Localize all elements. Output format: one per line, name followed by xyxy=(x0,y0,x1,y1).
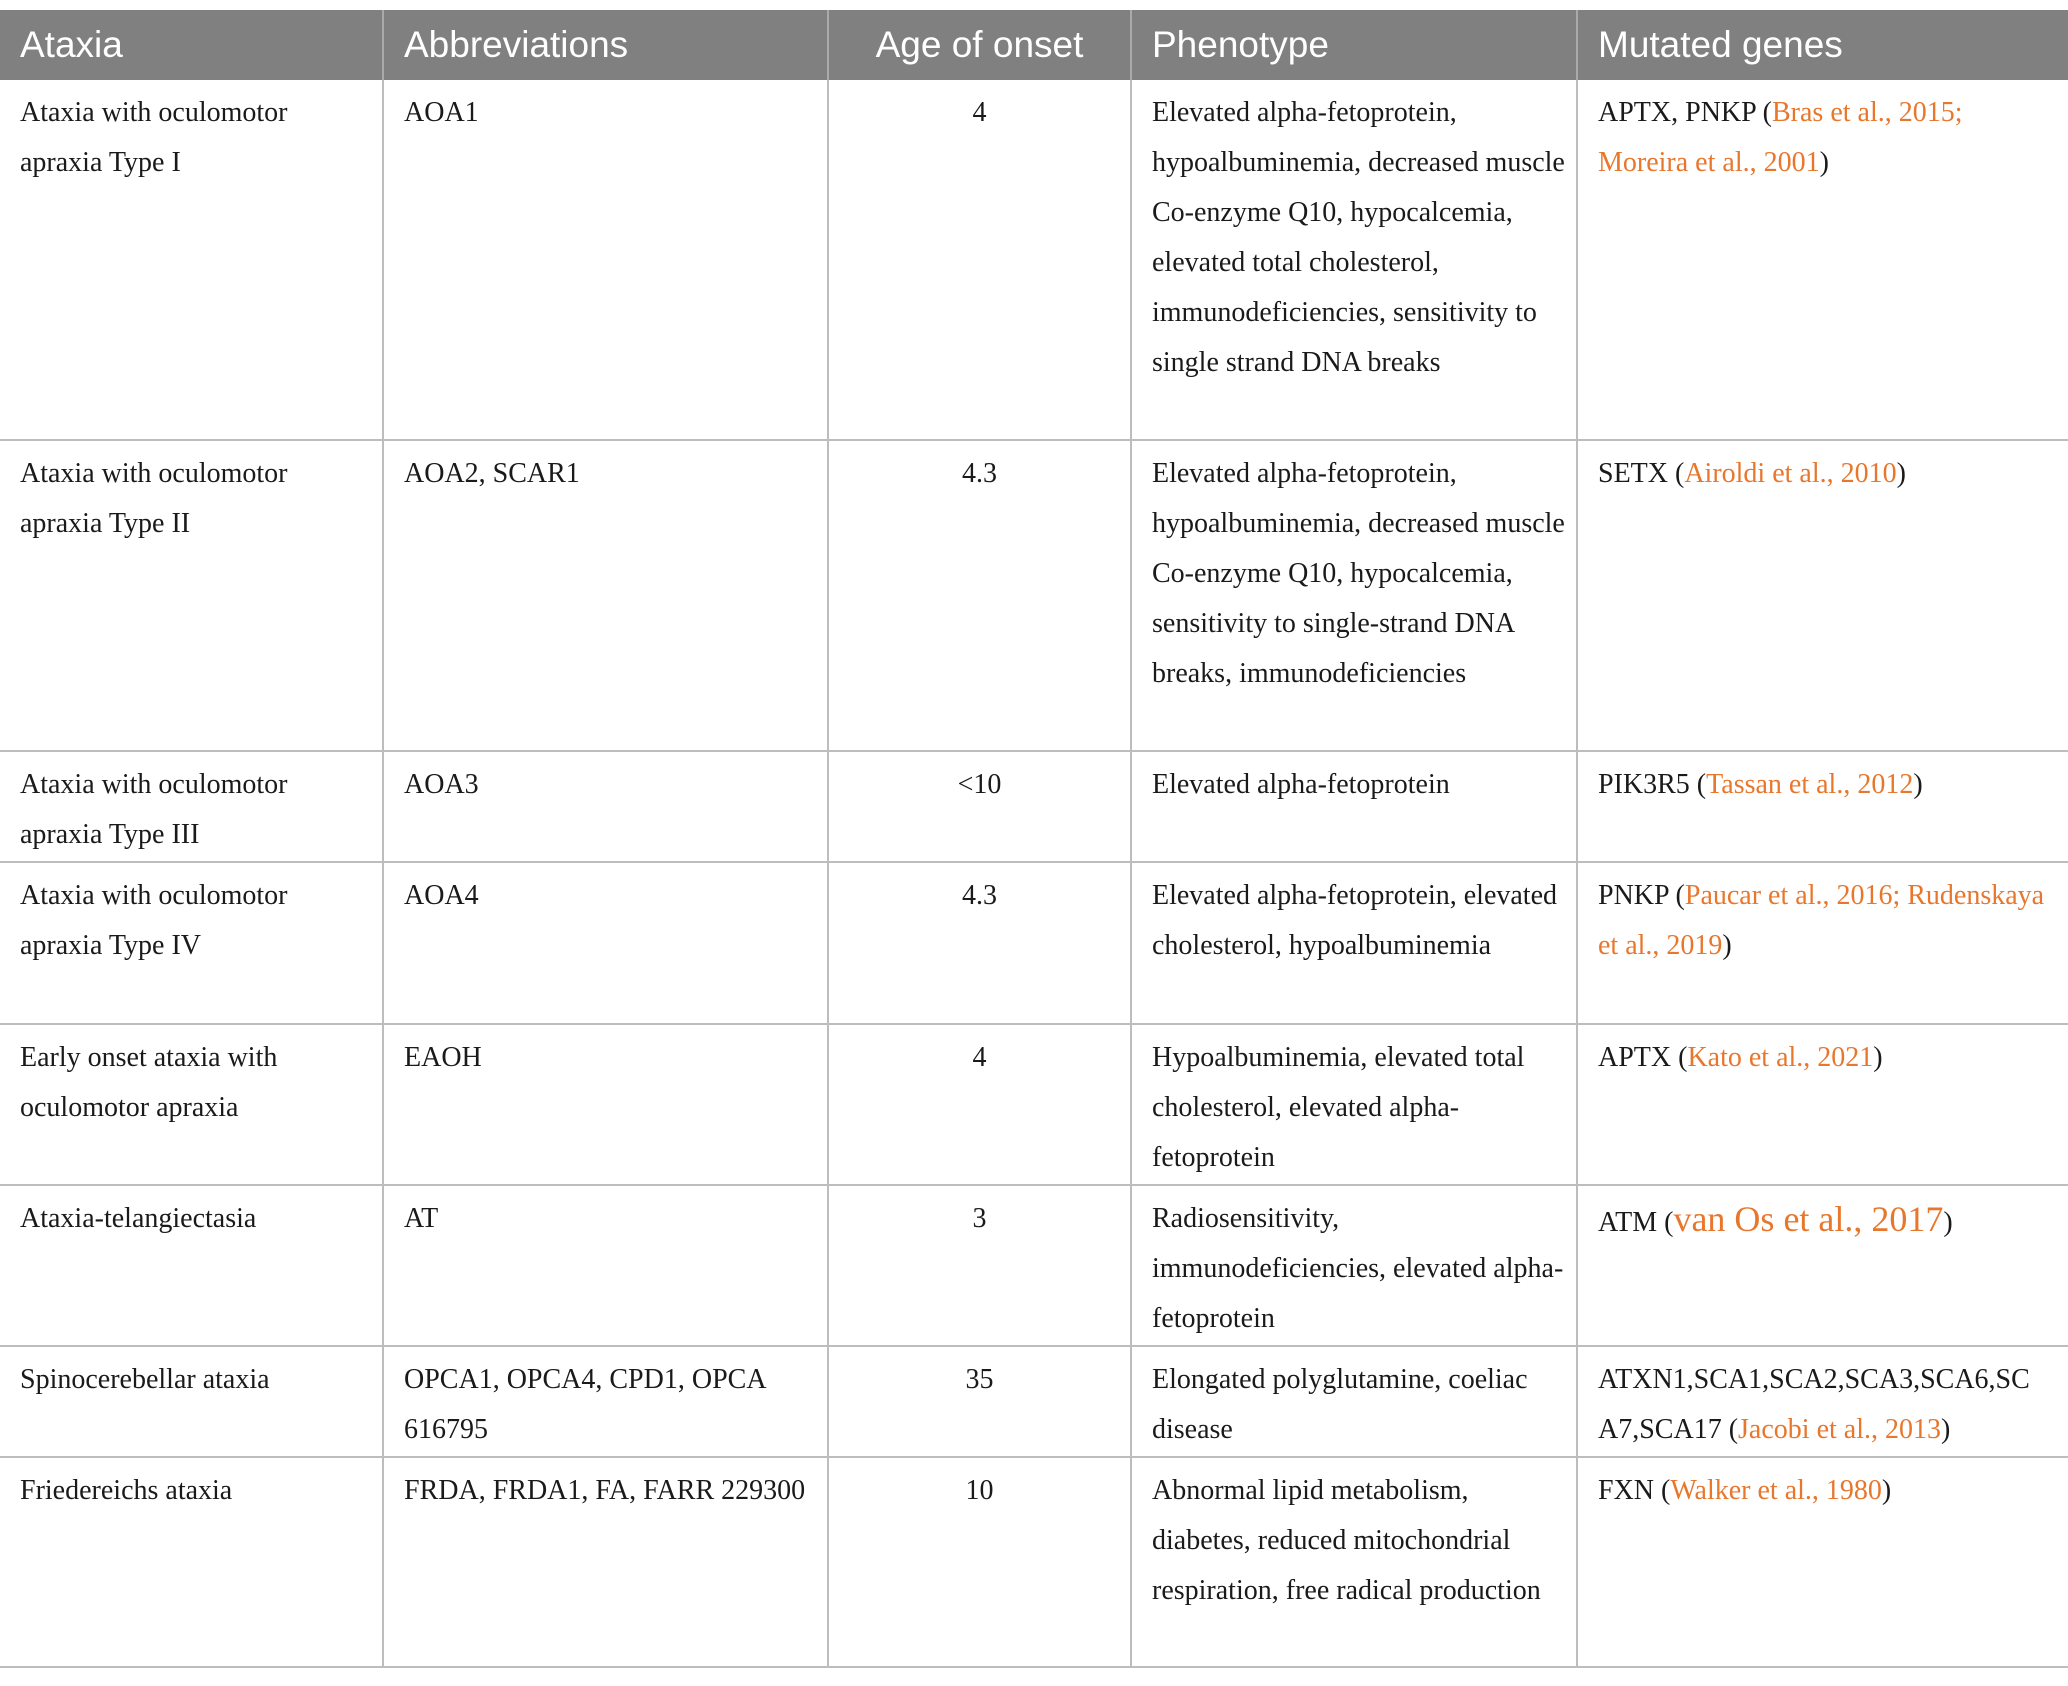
cell-abbreviations: AOA4 xyxy=(383,862,828,1024)
cell-age-of-onset: <10 xyxy=(828,751,1131,862)
cell-phenotype: Elevated alpha-fetoprotein, hypoalbuminemia, decreased muscle Co-enzyme Q10, hypocalcemia, sensitivity to single-strand DNA breaks, immunodeficiencies xyxy=(1131,440,1577,751)
cell-mutated-genes xyxy=(1577,440,2068,751)
cell-abbreviations: AOA3 xyxy=(383,751,828,862)
ref-close: ) xyxy=(1913,769,1923,800)
ref-close: ) xyxy=(1896,458,1906,489)
cell-phenotype: Elongated polyglutamine, coeliac disease xyxy=(1131,1346,1577,1457)
cell-mutated-genes xyxy=(1577,1457,2068,1667)
cell-mutated-genes xyxy=(1577,1346,2068,1457)
ref-open: ( xyxy=(1657,1207,1674,1238)
ref-close: ) xyxy=(1940,1414,1951,1445)
ref-open: ( xyxy=(1668,458,1685,489)
cell-abbreviations: AT xyxy=(383,1185,828,1346)
header-abbreviations: Abbreviations xyxy=(383,5,828,80)
cell-ataxia: Ataxia with oculomotor apraxia Type II xyxy=(0,440,383,751)
reference-link[interactable]: Airoldi et al., 2010 xyxy=(1684,458,1897,489)
cell-phenotype: Elevated alpha-fetoprotein, elevated cholesterol, hypoalbuminemia xyxy=(1131,862,1577,1024)
gene-names: FXN xyxy=(1598,1475,1655,1506)
cell-ataxia: Early onset ataxia with oculomotor apraxia xyxy=(0,1024,383,1185)
table-row xyxy=(0,862,2068,1024)
cell-age-of-onset: 10 xyxy=(828,1457,1131,1667)
reference-link[interactable]: Jacobi et al., 2013 xyxy=(1738,1414,1941,1445)
table-row xyxy=(0,751,2068,862)
table-row xyxy=(0,440,2068,751)
cell-abbreviations: EAOH xyxy=(383,1024,828,1185)
gene-names: PIK3R5 xyxy=(1598,769,1690,800)
gene-names: ATM xyxy=(1598,1207,1658,1238)
gene-names: ATXN1,SCA1,SCA2,SCA3,SCA6,SCA7,SCA17 xyxy=(1598,1364,2030,1445)
reference-link[interactable]: Tassan et al., 2012 xyxy=(1706,769,1914,800)
reference-link[interactable]: Bras et al., 2015; Moreira et al., 2001 xyxy=(1598,97,1963,178)
header-age-of-onset: Age of onset xyxy=(828,5,1131,80)
cell-mutated-genes xyxy=(1577,862,2068,1024)
ref-open: ( xyxy=(1668,880,1685,911)
ref-close: ) xyxy=(1881,1475,1892,1506)
table-row xyxy=(0,80,2068,440)
cell-ataxia: Friedereichs ataxia xyxy=(0,1457,383,1667)
cell-abbreviations: AOA2, SCAR1 xyxy=(383,440,828,751)
reference-link[interactable]: Walker et al., 1980 xyxy=(1670,1475,1882,1506)
cell-mutated-genes xyxy=(1577,1185,2068,1346)
cell-age-of-onset: 4 xyxy=(828,80,1131,440)
table-row xyxy=(0,1024,2068,1185)
reference-link[interactable]: Paucar et al., 2016; Rudenskaya et al., 2019 xyxy=(1598,880,2045,961)
gene-names: APTX, PNKP xyxy=(1598,97,1756,128)
cell-abbreviations: OPCA1, OPCA4, CPD1, OPCA 616795 xyxy=(383,1346,828,1457)
cell-phenotype: Radiosensitivity, immunodeficiencies, elevated alpha-fetoprotein xyxy=(1131,1185,1577,1346)
table-row xyxy=(0,1457,2068,1667)
ref-open: ( xyxy=(1689,769,1707,800)
cell-mutated-genes xyxy=(1577,751,2068,862)
cell-ataxia: Spinocerebellar ataxia xyxy=(0,1346,383,1457)
ref-open: ( xyxy=(1755,97,1772,128)
table-row xyxy=(0,1346,2068,1457)
cell-phenotype: Abnormal lipid metabolism, diabetes, reduced mitochondrial respiration, free radical production xyxy=(1131,1457,1577,1667)
cell-abbreviations: FRDA, FRDA1, FA, FARR 229300 xyxy=(383,1457,828,1667)
cell-ataxia: Ataxia with oculomotor apraxia Type III xyxy=(0,751,383,862)
cell-ataxia: Ataxia-telangiectasia xyxy=(0,1185,383,1346)
cell-phenotype: Elevated alpha-fetoprotein, hypoalbuminemia, decreased muscle Co-enzyme Q10, hypocalcemia, elevated total cholesterol, immunodeficiencies, sensitivity to single strand DNA breaks xyxy=(1131,80,1577,440)
cell-age-of-onset: 35 xyxy=(828,1346,1131,1457)
header-ataxia: Ataxia xyxy=(0,5,383,80)
gene-names: SETX xyxy=(1598,458,1668,489)
table-row xyxy=(0,1185,2068,1346)
reference-link[interactable]: van Os et al., 2017 xyxy=(1673,1199,1944,1239)
header-row xyxy=(0,5,2068,80)
cell-mutated-genes xyxy=(1577,1024,2068,1185)
gene-names: PNKP xyxy=(1598,880,1669,911)
cell-ataxia: Ataxia with oculomotor apraxia Type I xyxy=(0,80,383,440)
ref-close: ) xyxy=(1722,930,1732,961)
cell-phenotype: Elevated alpha-fetoprotein xyxy=(1131,751,1577,862)
cell-abbreviations: AOA1 xyxy=(383,80,828,440)
ref-open: ( xyxy=(1671,1042,1688,1073)
cell-age-of-onset: 4 xyxy=(828,1024,1131,1185)
header-mutated-genes: Mutated genes xyxy=(1577,5,2068,80)
header-phenotype: Phenotype xyxy=(1131,5,1577,80)
cell-phenotype: Hypoalbuminemia, elevated total cholesterol, elevated alpha-fetoprotein xyxy=(1131,1024,1577,1185)
cell-ataxia: Ataxia with oculomotor apraxia Type IV xyxy=(0,862,383,1024)
ref-open: ( xyxy=(1654,1475,1671,1506)
reference-link[interactable]: Kato et al., 2021 xyxy=(1687,1042,1874,1073)
ref-close: ) xyxy=(1943,1207,1953,1238)
cell-age-of-onset: 4.3 xyxy=(828,862,1131,1024)
cell-age-of-onset: 3 xyxy=(828,1185,1131,1346)
ref-open: ( xyxy=(1721,1414,1739,1445)
gene-names: APTX xyxy=(1598,1042,1672,1073)
cell-mutated-genes xyxy=(1577,80,2068,440)
ref-close: ) xyxy=(1873,1042,1883,1073)
ref-close: ) xyxy=(1819,147,1829,178)
cell-age-of-onset: 4.3 xyxy=(828,440,1131,751)
